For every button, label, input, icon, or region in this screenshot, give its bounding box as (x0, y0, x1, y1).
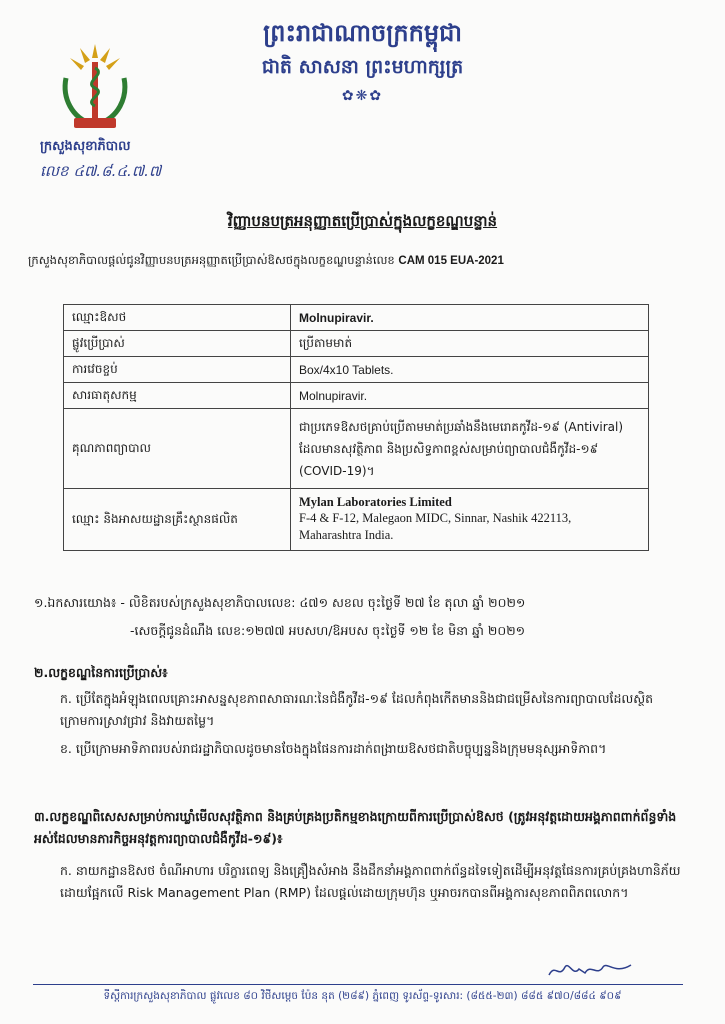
kingdom-title: ព្រះរាជាណាចក្រកម្ពុជា (263, 19, 462, 47)
table-row (64, 305, 649, 331)
ornament-divider: ✿❋✿ (341, 88, 384, 104)
row-label: សារធាតុសកម្ម (64, 383, 291, 409)
table-row (64, 331, 649, 357)
row-label: គុណភាពព្យាបាល (64, 409, 291, 489)
reference-line-1: ១.ឯកសារយោង៖ - លិខិតរបស់ក្រសួងសុខាភិបាលលេខ: ៤៧១ សខល ចុះថ្ងៃទី ២៧ ខែ តុលា ឆ្នាំ ២០២១ (34, 595, 526, 610)
manufacturer-cell (291, 489, 649, 551)
subtitle-text: ក្រសួងសុខាភិបាលផ្តល់ជូនវិញ្ញាបនបត្រអនុញ្ញាតប្រើប្រាស់ឱសថក្នុងលក្ខខណ្ឌបន្ទាន់លេខ (28, 253, 395, 267)
reference-number: លេខ ៤៧.៨.៤.៧.៧ (40, 162, 162, 180)
document-title: វិញ្ញាបនបត្រអនុញ្ញាតប្រើប្រាស់ក្នុងលក្ខខណ្ឌបន្ទាន់ (227, 212, 498, 230)
indication-value: ជាប្រភេទឱសថគ្រាប់ប្រើតាមមាត់ប្រឆាំងនឹងមេរោគកូវីដ-១៩ (Antiviral) ដែលមានសុវត្ថិភាព និងប្រសិទ្ធភាពខ្ពស់សម្រាប់ព្យាបាលជំងឺកូវីដ-១៩ (COVID-19)។ (291, 409, 649, 489)
section2-item-a: ក. ប្រើតែក្នុងអំឡុងពេលគ្រោះអាសន្នសុខភាពសាធារណៈនៃជំងឺកូវីដ-១៩ ដែលកំពុងកើតមាននិងជាជម្រើសនៃការព្យាបាលដែលស្ថិតក្រោមការស្រាវជ្រាវ និងវាយតម្លៃ។ (60, 691, 654, 728)
active-ingredient-value: Molnupiravir. (291, 383, 649, 409)
national-motto: ជាតិ សាសនា ព្រះមហាក្សត្រ (261, 56, 464, 78)
footer-address: ទីស្តីការក្រសួងសុខាភិបាល ផ្លូវលេខ ៨០ វិថីសម្តេច ប៉ែន នុត (២៨៩) ភ្នំពេញ ទូរស័ព្ទ-ទូរសារ: (៨៥៥-២៣) ៨៨៥ ៩៧០/៨៨៤ ៩០៩ (103, 990, 622, 1002)
row-label: ផ្លូវប្រើប្រាស់ (64, 331, 291, 357)
footer-divider (33, 984, 683, 985)
logo-ribbon (74, 118, 116, 128)
row-label: ការវេចខ្ចប់ (64, 357, 291, 383)
section3-heading: ៣.លក្ខខណ្ឌពិសេសសម្រាប់ការឃ្លាំមើលសុវត្ថិភាព និងគ្រប់គ្រងប្រតិកម្មខាងក្រោយពីការប្រើប្រាស់ឱសថ (ត្រូវអនុវត្តដោយអង្គភាពពាក់ព័ន្ធទាំងអស់ដែលមានភារកិច្ចអនុវត្តការព្យាបាលជំងឺកូវីដ-១៩)៖ (34, 809, 677, 846)
table-row (64, 489, 649, 551)
table-row (64, 383, 649, 409)
section2-item-b: ខ. ប្រើក្រោមអាទិភាពរបស់រាជរដ្ឋាភិបាលដូចមានចែងក្នុងផែនការដាក់ពង្រាយឱសថជាតិបច្ចុប្បន្ននិងក្រុមមនុស្សអាទិភាព។ (60, 741, 607, 756)
drug-info-table (63, 304, 649, 551)
table-row (64, 357, 649, 383)
ministry-name: ក្រសួងសុខាភិបាល (40, 139, 131, 154)
section3-item-a: ក. នាយកដ្ឋានឱសថ ចំណីអាហារ បរិក្ខារពេទ្យ និងគ្រឿងសំអាង នឹងដឹកនាំអង្គភាពពាក់ព័ន្ធដទៃទៀតដើម្បីអនុវត្តផែនការគ្រប់គ្រងហានិភ័យ ដោយផ្អែកលើ Risk Management Plan (RMP) ដែលផ្តល់ដោយក្រុមហ៊ុន ឬអាចរកបានពីអង្គការសុខភាពពិភពលោក។ (60, 863, 681, 900)
route-value: ប្រើតាមមាត់ (291, 331, 649, 357)
certificate-code: CAM 015 EUA-2021 (398, 255, 504, 267)
manufacturer-name: Mylan Laboratories Limited (299, 495, 452, 509)
laurel-left (65, 78, 92, 124)
laurel-right (98, 78, 125, 124)
document-subtitle (28, 253, 708, 270)
manufacturer-address-line2: Maharashtra India. (299, 528, 394, 542)
section2-heading: ២.លក្ខខណ្ឌនៃការប្រើប្រាស់៖ (34, 665, 168, 680)
drug-name-value: Molnupiravir. (291, 305, 649, 331)
ministry-logo (52, 38, 138, 136)
table-row (64, 409, 649, 489)
signature-mark (545, 957, 635, 983)
packaging-value: Box/4x10 Tablets. (291, 357, 649, 383)
row-label: ឈ្មោះ និងអាសយដ្ឋានគ្រឹះស្ថានផលិត (64, 489, 291, 551)
reference-line-2: -សេចក្តីជូនដំណឹង លេខ:១២៧៧ អបសហ/ឱអបស ចុះថ្ងៃទី ១២ ខែ មិនា ឆ្នាំ ២០២១ (130, 623, 526, 638)
manufacturer-address-line1: F-4 & F-12, Malegaon MIDC, Sinnar, Nashik 422113, (299, 511, 572, 525)
row-label: ឈ្មោះឱសថ (64, 305, 291, 331)
